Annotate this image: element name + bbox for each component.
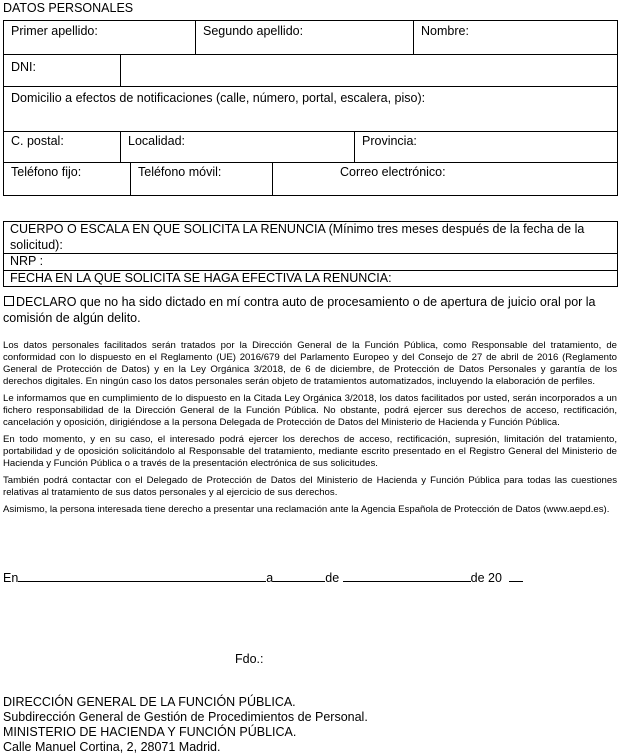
- fdo-label: Fdo.:: [235, 652, 264, 666]
- segundo-apellido-label: Segundo apellido:: [203, 24, 304, 38]
- footer-line: MINISTERIO DE HACIENDA Y FUNCIÓN PÚBLICA.: [3, 725, 297, 739]
- legal-notice: [3, 340, 617, 521]
- section-title-datos-personales: DATOS PERSONALES: [3, 1, 134, 15]
- provincia-field[interactable]: [354, 132, 617, 162]
- declaro-text: DECLARO que no ha sido dictado en mí contra auto de procesamiento o de apertura de juicio oral por la comisión de algún delito.: [3, 295, 596, 325]
- row-direccion: [4, 132, 617, 163]
- de-20-label: de 20: [470, 571, 502, 585]
- nombre-field[interactable]: [413, 21, 617, 54]
- cpostal-label: C. postal:: [11, 134, 64, 148]
- declaro-checkbox[interactable]: [4, 296, 14, 306]
- row-names: [4, 21, 617, 55]
- place-blank[interactable]: [18, 570, 266, 582]
- localidad-label: Localidad:: [128, 134, 185, 148]
- correo-field[interactable]: [272, 163, 617, 195]
- a-label: a: [266, 571, 274, 585]
- dni-label-cell: [4, 55, 120, 86]
- cpostal-field[interactable]: [4, 132, 120, 162]
- telefono-fijo-field[interactable]: [4, 163, 130, 195]
- row-domicilio: [4, 87, 617, 132]
- legal-paragraph: Le informamos que en cumplimiento de lo dispuesto en la Citada Ley Orgánica 3/2018, los datos facilitados por usted, serán incorporados a un fichero responsabilidad de la Dirección General de la Función Pública. No obstante, podrá ejercer sus derechos de acceso, rectificación, cancelación y oposición, dirigiéndose a la persona Delegada de Protección de Datos del Ministerio de Hacienda y Función Pública.: [3, 393, 617, 428]
- row-dni: [4, 55, 617, 87]
- month-blank[interactable]: [343, 570, 471, 582]
- telefono-fijo-label: Teléfono fijo:: [11, 165, 82, 179]
- cuerpo-escala-field[interactable]: [4, 222, 617, 254]
- nrp-label: NRP :: [10, 254, 44, 268]
- dni-label: DNI:: [11, 60, 36, 74]
- localidad-field[interactable]: [120, 132, 354, 162]
- renuncia-box: [3, 221, 618, 287]
- de-label: de: [325, 571, 340, 585]
- legal-paragraph: Asimismo, la persona interesada tiene derecho a presentar una reclamación ante la Agencia Española de Protección de Datos (www.aepd.es).: [3, 504, 610, 515]
- telefono-movil-field[interactable]: [130, 163, 272, 195]
- domicilio-label: Domicilio a efectos de notificaciones (calle, número, portal, escalera, piso):: [11, 91, 426, 105]
- row-contacto: [4, 163, 617, 196]
- fecha-efectiva-field[interactable]: [4, 271, 617, 288]
- day-blank[interactable]: [273, 570, 325, 582]
- declaro-statement: [3, 294, 617, 326]
- footer-line: Calle Manuel Cortina, 2, 28071 Madrid.: [3, 740, 221, 754]
- footer-line: DIRECCIÓN GENERAL DE LA FUNCIÓN PÚBLICA.: [3, 695, 296, 709]
- primer-apellido-field[interactable]: [4, 21, 195, 54]
- nrp-field[interactable]: [4, 254, 617, 271]
- telefono-movil-label: Teléfono móvil:: [138, 165, 222, 179]
- year-blank[interactable]: [509, 570, 523, 582]
- fecha-efectiva-label: FECHA EN LA QUE SOLICITA SE HAGA EFECTIVA LA RENUNCIA:: [10, 270, 392, 285]
- legal-paragraph: También podrá contactar con el Delegado de Protección de Datos del Ministerio de Hacienda y Función Pública para todas las cuestiones relativas al tratamiento de sus datos personales y al ejercicio de sus derechos.: [3, 475, 617, 498]
- legal-paragraph: En todo momento, y en su caso, el interesado podrá ejercer los derechos de acceso, rectificación, supresión, limitación del tratamiento, portabilidad y de oposición solicitándolo al Responsable del tratamiento, mediante escrito presentado en el Registro General del Ministerio de Hacienda y Función Pública o a través de la presentación electrónica de sus solicitudes.: [3, 434, 617, 469]
- footer-address: [3, 695, 368, 755]
- nombre-label: Nombre:: [421, 24, 469, 38]
- cuerpo-escala-label: CUERPO O ESCALA EN QUE SOLICITA LA RENUNCIA (Mínimo tres meses después de la fecha de la solicitud):: [10, 222, 585, 252]
- signature-date-line: [3, 570, 523, 585]
- provincia-label: Provincia:: [362, 134, 417, 148]
- legal-paragraph: Los datos personales facilitados serán tratados por la Dirección General de la Función Pública, como Responsable del tratamiento, de conformidad con lo dispuesto en el Reglamento (UE) 2016/679 del Parlamento Europeo y del Consejo de 27 de abril de 2016 (Reglamento General de Protección de Datos) y en la Ley Orgánica 3/2018, de 6 de diciembre, de Protección de Datos Personales y garantía de los derechos digitales. En ningún caso los datos personales serán objeto de tratamientos automatizados, incluyendo la elaboración de perfiles.: [3, 340, 617, 387]
- personal-data-table: [3, 20, 618, 196]
- primer-apellido-label: Primer apellido:: [11, 24, 98, 38]
- en-label: En: [3, 571, 19, 585]
- correo-label: Correo electrónico:: [340, 165, 446, 179]
- footer-line: Subdirección General de Gestión de Procedimientos de Personal.: [3, 710, 368, 724]
- dni-field[interactable]: [120, 55, 617, 86]
- domicilio-field[interactable]: [4, 87, 617, 131]
- segundo-apellido-field[interactable]: [195, 21, 413, 54]
